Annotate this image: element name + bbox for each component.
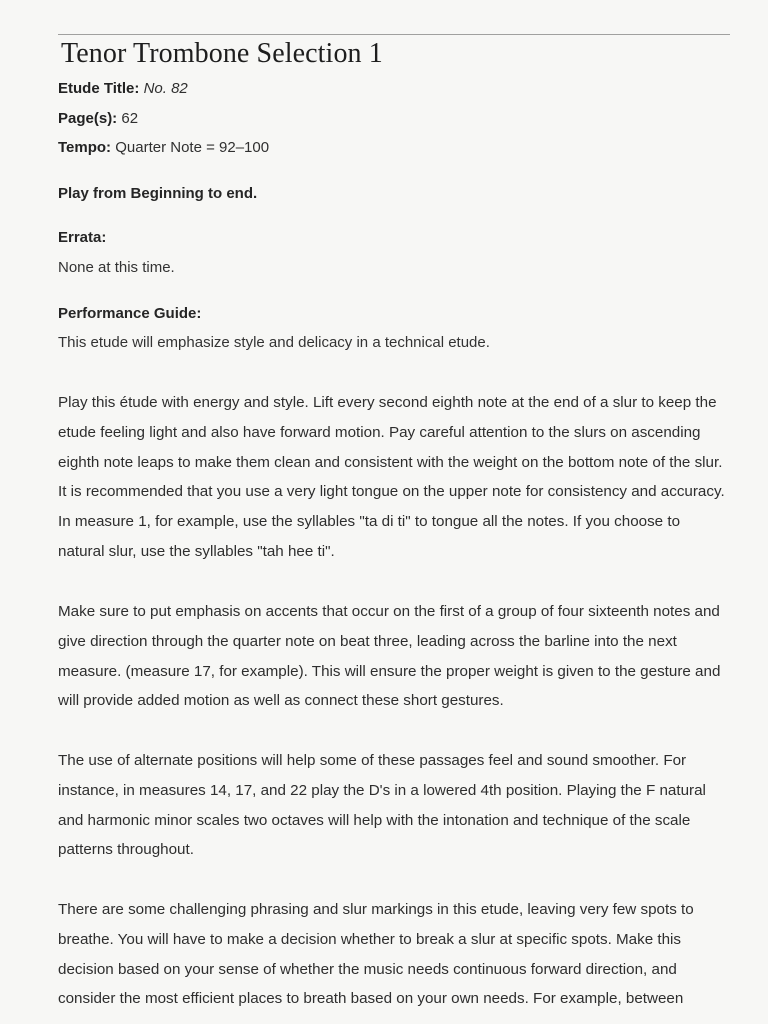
pages-label: Page(s): [58,110,118,127]
play-instruction: Play from Beginning to end. [58,185,258,202]
etude-title-label: Etude Title: [58,80,140,97]
tempo-row [58,138,269,158]
guide-paragraph-style: Play this étude with energy and style. Lift every second eighth note at the end of a slur to keep the etude feeling light and also have forward motion. Pay careful attention to the slurs on ascending eighth note leaps to make them clean and consistent with the weight on the bottom note of the slur. It is recommended that you use a very light tongue on the upper note for consistency and accuracy. In measure 1, for example, use the syllables "ta di ti" to tongue all the notes. If you choose to natural slur, use the syllables "tah hee ti". [58,394,725,560]
top-rule [58,34,730,35]
guide-paragraph-positions: The use of alternate positions will help some of these passages feel and sound smoother. For instance, in measures 14, 17, and 22 play the D's in a lowered 4th position. Playing the F natural and harmonic minor scales two octaves will help with the intonation and technique of the scale patterns throughout. [58,752,706,859]
tempo-label: Tempo: [58,139,112,156]
errata-heading: Errata: [58,229,107,246]
tempo-value: Quarter Note = 92–100 [115,139,270,156]
etude-title-row [58,79,188,99]
etude-title-value: No. 82 [143,80,188,97]
page-title: Tenor Trombone Selection 1 [61,38,383,69]
performance-guide-intro: This etude will emphasize style and delicacy in a technical etude. [58,334,490,351]
errata-text: None at this time. [58,259,175,276]
pages-row [58,109,138,129]
performance-guide-heading: Performance Guide: [58,305,202,322]
guide-paragraph-accents: Make sure to put emphasis on accents that occur on the first of a group of four sixteenth notes and give direction through the quarter note on beat three, leading across the barline into the next measure. (measure 17, for example). This will ensure the proper weight is given to the gesture and will provide added motion as well as connect these short gestures. [58,603,721,710]
guide-paragraph-breathing: There are some challenging phrasing and slur markings in this etude, leaving very few spots to breathe. You will have to make a decision whether to break a slur at specific spots. Make this decision based on your sense of whether the music needs continuous forward direction, and consider the most efficient places to breath based on your own needs. For example, between [58,901,694,1008]
pages-value: 62 [121,110,139,127]
